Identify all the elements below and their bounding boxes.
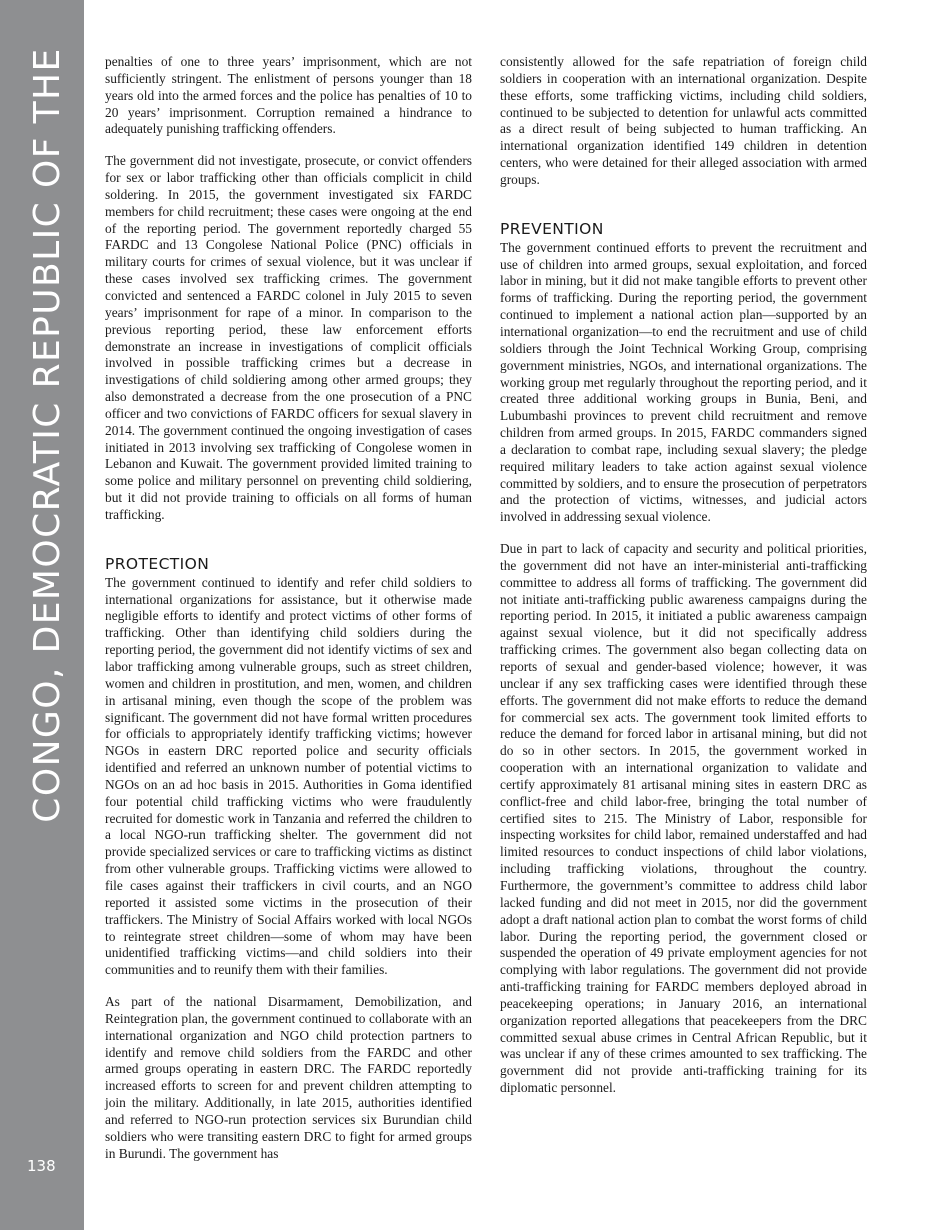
paragraph-protection: The government continued to identify and refer child soldiers to international organizations for assistance, but it otherwise made negligible efforts to identify and protect victims of other forms of trafficking. Other than identifying child soldiers during the reporting period, the government did not identify victims of sex and labor trafficking among vulnerable groups, such as street children, women and children in prostitution, and men, women, and children in artisanal mining, even though the scope of the problem was significant. The government did not have formal written procedures for officials to appropriately identify trafficking victims; however NGOs in eastern DRC reported police and security officials identified and referred an unknown number of potential victims to NGOs on an ad hoc basis in 2015. Authorities in Goma identified four potential child trafficking victims who were fraudulently recruited for domestic work in Tanzania and referred the children to a local NGO-run trafficking shelter. The government did not provide specialized services or care to trafficking victims as distinct from other vulnerable groups. Trafficking victims were allowed to file cases against their traffickers in civil courts, and an NGO reported it assisted some victims in the prosecution of their traffickers. The Ministry of Social Affairs worked with local NGOs to reintegrate street children—some of whom may have been unidentified trafficking victims—and child soldiers into their communities and to reunify them with their families. [105,574,472,978]
protection-heading: PROTECTION [105,554,210,573]
paragraph-ddr: As part of the national Disarmament, Demobilization, and Reintegration plan, the government continued to collaborate with an international organization and NGO child protection partners to identify and remove child soldiers from the FARDC and other armed groups operating in eastern DRC. The FARDC reportedly increased efforts to screen for and prevent children attempting to join the military. Additionally, in late 2015, authorities identified and referred to NGO-run protection services six Burundian child soldiers who were transiting eastern DRC to fight for armed groups in Burundi. The government has [105,994,472,1161]
paragraph-capacity: Due in part to lack of capacity and security and political priorities, the government did not have an inter-ministerial anti-trafficking committee to address all forms of trafficking. The government did not initiate anti-trafficking public awareness campaigns during the reporting period. In 2015, it initiated a public awareness campaign against sexual violence, but it did not specifically address trafficking crimes. The government also began collecting data on reports of sexual and gender-based violence; however, it was unclear if any sex trafficking cases were identified through these efforts. The government did not make efforts to reduce the demand for commercial sex acts. The government took limited efforts to reduce the demand for forced labor in artisanal mining, but did not do so in other sectors. In 2015, the government worked in cooperation with an international organization to validate and certify approximately 81 artisanal mining sites in eastern DRC as conflict-free and child labor-free, bringing the total number of certified sites to 215. The Ministry of Labor, responsible for inspecting worksites for child labor, remained understaffed and had limited resources to conduct inspections of child labor violations, including trafficking violations, throughout the country. Furthermore, the government’s committee to address child labor lacked funding and did not meet in 2015, nor did the government adopt a draft national action plan to combat the worst forms of child labor. During the reporting period, the government closed or suspended the operation of 49 private employment agencies for not complying with labor regulations. The government did not provide anti-trafficking training for FARDC members deployed abroad in peacekeeping operations; in January 2016, an international organization reported allegations that peacekeepers from the DRC committed sexual abuse crimes in Central African Republic, but it was unclear if any of these crimes amounted to sex trafficking. The government did not provide anti-trafficking training for its diplomatic personnel. [500,541,867,1096]
prevention-heading: PREVENTION [500,219,604,238]
left-column [105,54,472,1177]
country-title: CONGO, DEMOCRATIC REPUBLIC OF THE [27,47,68,823]
paragraph-repatriation: consistently allowed for the safe repatriation of foreign child soldiers in cooperation with an international organization. Despite these efforts, some trafficking victims, including child soldiers, continued to be subjected to detention for unlawful acts committed as a direct result of being subjected to human trafficking. An international organization identified 149 children in detention centers, who were detained for their alleged association with armed groups. [500,54,867,187]
paragraph-penalties: penalties of one to three years’ imprisonment, which are not sufficiently stringent. The enlistment of persons younger than 18 years old into the armed forces and the police has penalties of 10 to 20 years’ imprisonment. Corruption remained a hindrance to adequately punishing trafficking offenders. [105,54,472,137]
right-column [500,54,867,1112]
paragraph-prosecution: The government did not investigate, prosecute, or convict offenders for sex or labor trafficking other than officials complicit in child soldering. In 2015, the government investigated six FARDC members for child recruitment; these cases were ongoing at the end of the reporting period. The government reportedly charged 55 FARDC and 13 Congolese National Police (PNC) officials in military courts for crimes of sexual violence, but it was unclear if these cases involved sex trafficking crimes. The government convicted and sentenced a FARDC colonel in July 2015 to seven years’ imprisonment for rape of a minor. In comparison to the previous reporting period, these law enforcement efforts demonstrate an increase in investigations of complicit officials involved in possible trafficking crimes but a decrease in investigations of child soldiering among other armed groups; they also demonstrated a decrease from the one prosecution of a PNC officer and two convictions of FARDC officers for sexual slavery in 2014. The government continued the ongoing investigation of cases initiated in 2013 involving sex trafficking of Congolese women in Lebanon and Kuwait. The government provided limited training to some police and military personnel on preventing child soldiering, but it did not provide training to officials on all forms of human trafficking. [105,153,472,522]
page-number: 138 [27,1157,56,1175]
paragraph-prevention: The government continued efforts to prevent the recruitment and use of children into armed groups, sexual exploitation, and forced labor in mining, but it did not make tangible efforts to prevent other forms of trafficking. During the reporting period, the government continued to implement a national action plan—supported by an international organization—to end the recruitment and use of child soldiers through the Joint Technical Working Group, comprising government ministries, NGOs, and international organizations. The working group met regularly throughout the reporting period, and it created three additional working groups in Bunia, Beni, and Lubumbashi provinces to prevent child recruitment and remove children from armed groups. In 2015, FARDC commanders signed a declaration to combat rape, including sexual slavery; the pledge required military leaders to take action against sexual violence committed by soldiers, and to ensure the prosecution of perpetrators and the protection of victims, witnesses, and judicial actors involved in addressing sexual violence. [500,239,867,525]
sidebar-band [0,0,84,1230]
